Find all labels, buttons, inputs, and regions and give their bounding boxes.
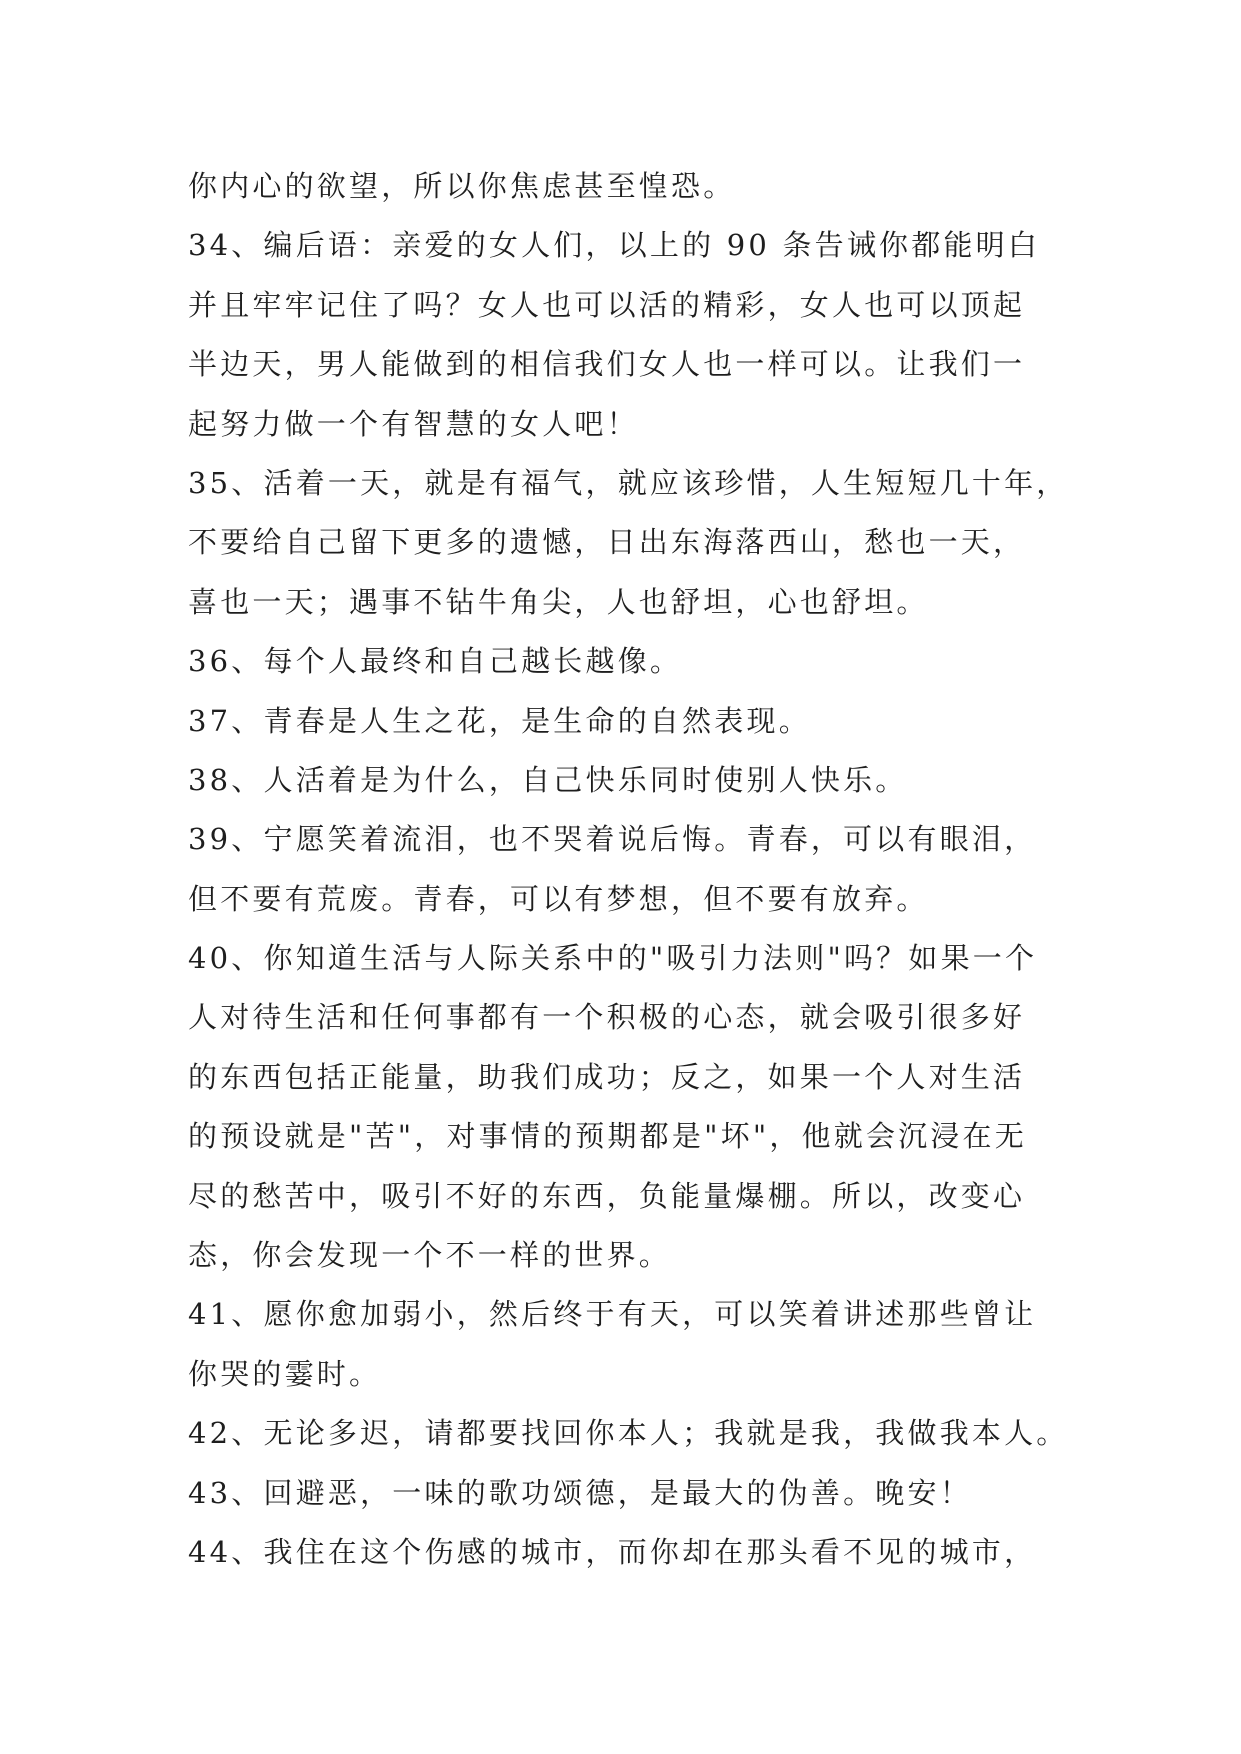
text-line: 40、你知道生活与人际关系中的"吸引力法则"吗？如果一个 bbox=[188, 941, 1038, 976]
text-line: 43、回避恶，一味的歌功颂德，是最大的伪善。晚安！ bbox=[188, 1475, 972, 1510]
text-line: 并且牢牢记住了吗？女人也可以活的精彩，女人也可以顶起 bbox=[188, 287, 1026, 322]
text-line: 起努力做一个有智慧的女人吧！ bbox=[188, 406, 639, 441]
text-line: 态，你会发现一个不一样的世界。 bbox=[188, 1238, 672, 1273]
text-line: 你哭的霎时。 bbox=[188, 1356, 382, 1391]
text-line: 34、编后语：亲爱的女人们，以上的 90 条告诫你都能明白 bbox=[188, 228, 1041, 263]
text-line: 41、愿你愈加弱小，然后终于有天，可以笑着讲述那些曾让 bbox=[188, 1297, 1037, 1332]
text-line: 尽的愁苦中，吸引不好的东西，负能量爆棚。所以，改变心 bbox=[188, 1178, 1026, 1213]
text-line: 人对待生活和任何事都有一个积极的心态，就会吸引很多好 bbox=[188, 1000, 1026, 1035]
document-body bbox=[188, 157, 1068, 1582]
text-line: 36、每个人最终和自己越长越像。 bbox=[188, 644, 683, 679]
text-line: 44、我住在这个伤感的城市，而你却在那头看不见的城市， bbox=[188, 1534, 1037, 1569]
text-line: 39、宁愿笑着流泪，也不哭着说后悔。青春，可以有眼泪， bbox=[188, 822, 1037, 857]
text-line: 你内心的欲望，所以你焦虑甚至惶恐。 bbox=[188, 169, 736, 203]
text-line: 42、无论多迟，请都要找回你本人；我就是我，我做我本人。 bbox=[188, 1416, 1069, 1451]
text-line: 的东西包括正能量，助我们成功；反之，如果一个人对生活 bbox=[188, 1059, 1026, 1094]
text-line: 半边天，男人能做到的相信我们女人也一样可以。让我们一 bbox=[188, 347, 1026, 382]
text-line: 的预设就是"苦"，对事情的预期都是"坏"，他就会沉浸在无 bbox=[188, 1119, 1027, 1154]
text-line: 37、青春是人生之花，是生命的自然表现。 bbox=[188, 703, 811, 738]
text-line: 喜也一天；遇事不钻牛角尖，人也舒坦，心也舒坦。 bbox=[188, 584, 929, 619]
text-line: 不要给自己留下更多的遗憾，日出东海落西山，愁也一天， bbox=[188, 525, 1026, 560]
text-line: 但不要有荒废。青春，可以有梦想，但不要有放弃。 bbox=[188, 881, 929, 916]
text-line: 35、活着一天，就是有福气，就应该珍惜，人生短短几十年， bbox=[188, 465, 1069, 500]
text-line: 38、人活着是为什么，自己快乐同时使别人快乐。 bbox=[188, 762, 908, 797]
